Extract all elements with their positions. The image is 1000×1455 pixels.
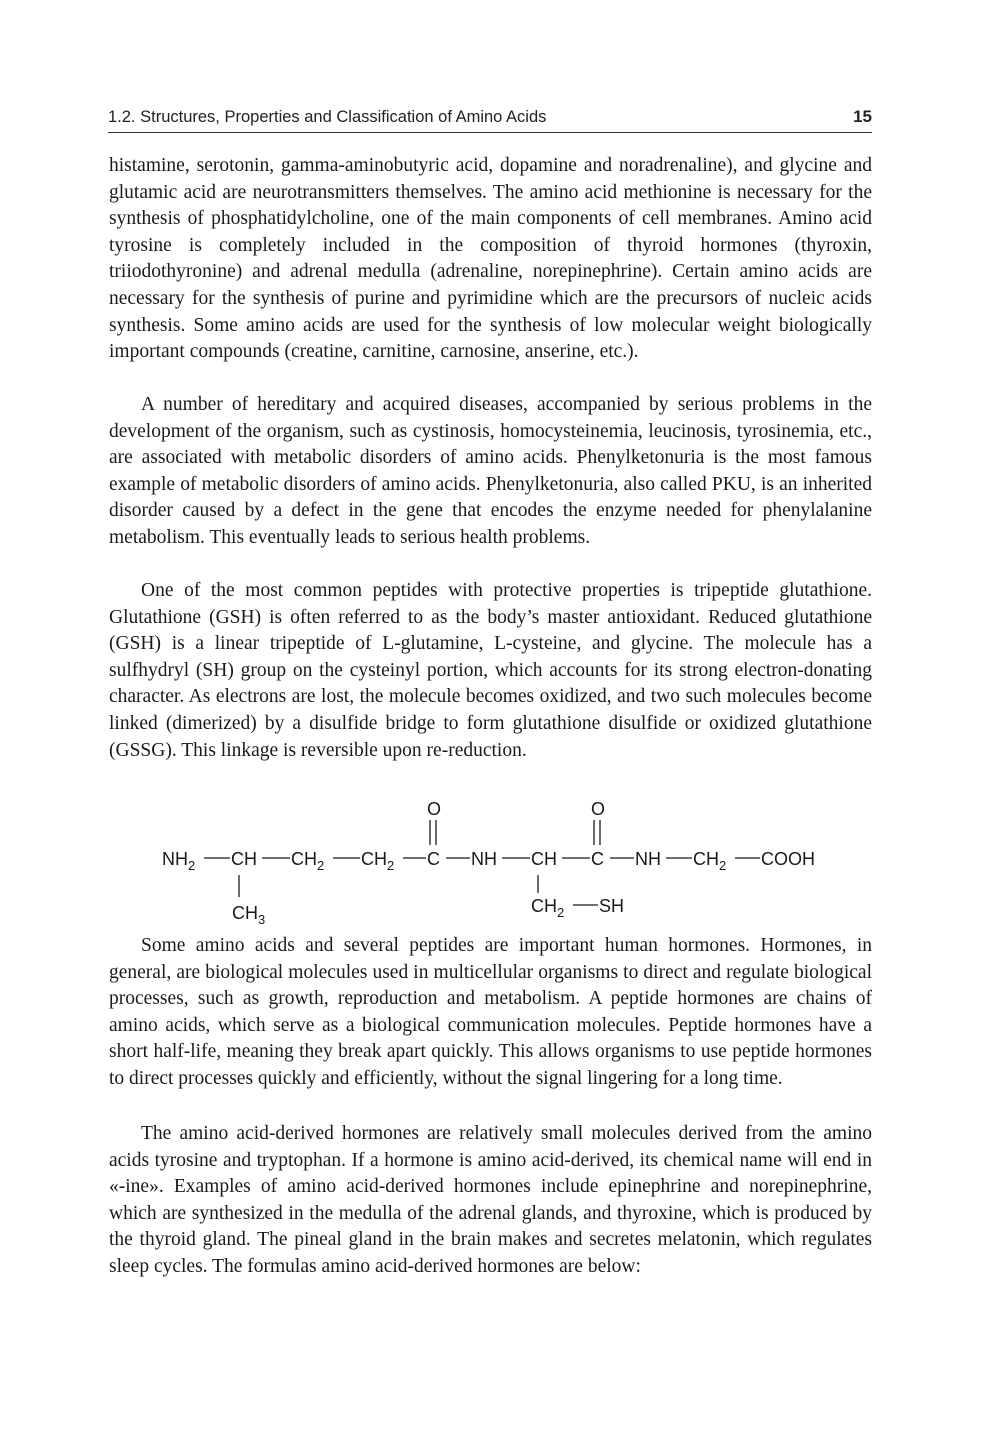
- tripeptide-structural-formula: [150, 795, 850, 925]
- paragraph-glutathione: One of the most common peptides with protective properties is tripeptide glutathione. Glutathione (GSH) is often referred to as the body’s master antioxidant. Reduced glutathione (GSH) is a linear tripeptide of L-glutamine, L-cysteine, and glycine. The molecule has a sulfhydryl (SH) group on the cysteinyl portion, which accounts for its strong electron-donating character. As electrons are lost, the molecule becomes oxidized, and two such molecules become linked (dimerized) by a disulfide bridge to form glutathione disulfide or oxidized glutathione (GSSG). This linkage is reversible upon re-reduction.: [109, 580, 872, 761]
- formula-ch3-branch: $CH_3$: [232, 903, 266, 925]
- formula-ch-alpha: CH: [231, 849, 257, 869]
- paragraph-metabolic-disorders: A number of hereditary and acquired diseases, accompanied by serious problems in the development of the organism, such as cystinosis, homocysteinemia, leucinosis, tyrosinemia, etc., are associated with metabolic disorders of amino acids. Phenylketonuria is the most famous example of metabolic disorders of amino acids. Phenylketonuria, also called PKU, is an inherited disorder caused by a defect in the gene that encodes the enzyme needed for phenylalanine metabolism. This eventually leads to serious health problems.: [109, 394, 872, 548]
- paragraph-amino-acid-derived-hormones: The amino acid-derived hormones are relatively small molecules derived from the amino acids tyrosine and tryptophan. If a hormone is amino acid-derived, its chemical name will end in «-ine». Examples of amino acid-derived hormones include epinephrine and norepinephrine, which are synthesized in the medulla of the adrenal glands, and thyroxine, which is produced by the thyroid gland. The pineal gland in the brain makes and secretes melatonin, which regulates sleep cycles. The formulas amino acid-derived hormones are below:: [109, 1123, 872, 1277]
- paragraph-neurotransmitters: histamine, serotonin, gamma-aminobutyric acid, dopamine and noradrenaline), and glycine and glutamic acid are neurotransmitters themselves. The amino acid methionine is necessary for the synthesis of phosphatidylcholine, one of the main components of cell membranes. Amino acid tyrosine is completely included in the composition of thyroid hormones (thyroxin, triiodothyronine) and adrenal medulla (adrenaline, norepinephrine). Certain amino acids are necessary for the synthesis of purine and pyrimidine which are the precursors of nucleic acids synthesis. Some amino acids are used for the synthesis of low molecular weight biologically important compounds (creatine, carnitine, carnosine, anserine, etc.).: [109, 155, 872, 363]
- page-number: 15: [853, 107, 872, 126]
- formula-ch2-gly: $CH_2$: [693, 849, 727, 873]
- formula-ch-cys: CH: [531, 849, 557, 869]
- formula-oxygen-2: O: [591, 799, 606, 819]
- formula-oxygen-1: O: [427, 799, 442, 819]
- formula-cooh: COOH: [761, 849, 815, 869]
- formula-nh-1: NH: [471, 849, 497, 869]
- running-header-title: 1.2. Structures, Properties and Classification of Amino Acids: [108, 108, 547, 126]
- formula-carbonyl-c2: C: [591, 849, 604, 869]
- formula-ch2-a: $CH_2$: [291, 849, 325, 873]
- running-header: [108, 106, 872, 133]
- formula-ch2-b: $CH_2$: [361, 849, 395, 873]
- paragraph-hormones: Some amino acids and several peptides are important human hormones. Hormones, in general, are biological molecules used in multicellular organisms to direct and regulate biological processes, such as growth, reproduction and metabolism. A peptide hormones are chains of amino acids, which serve as a biological communication molecules. Peptide hormones have a short half-life, meaning they break apart quickly. This allows organisms to use peptide hormones to direct processes quickly and efficiently, without the signal lingering for a long time.: [109, 935, 872, 1089]
- formula-nh2-terminal: $NH_2$: [162, 849, 196, 873]
- formula-ch2-side: $CH_2$: [531, 896, 565, 920]
- formula-nh-2: NH: [635, 849, 661, 869]
- formula-carbonyl-c1: C: [427, 849, 440, 869]
- formula-sh: SH: [599, 896, 625, 916]
